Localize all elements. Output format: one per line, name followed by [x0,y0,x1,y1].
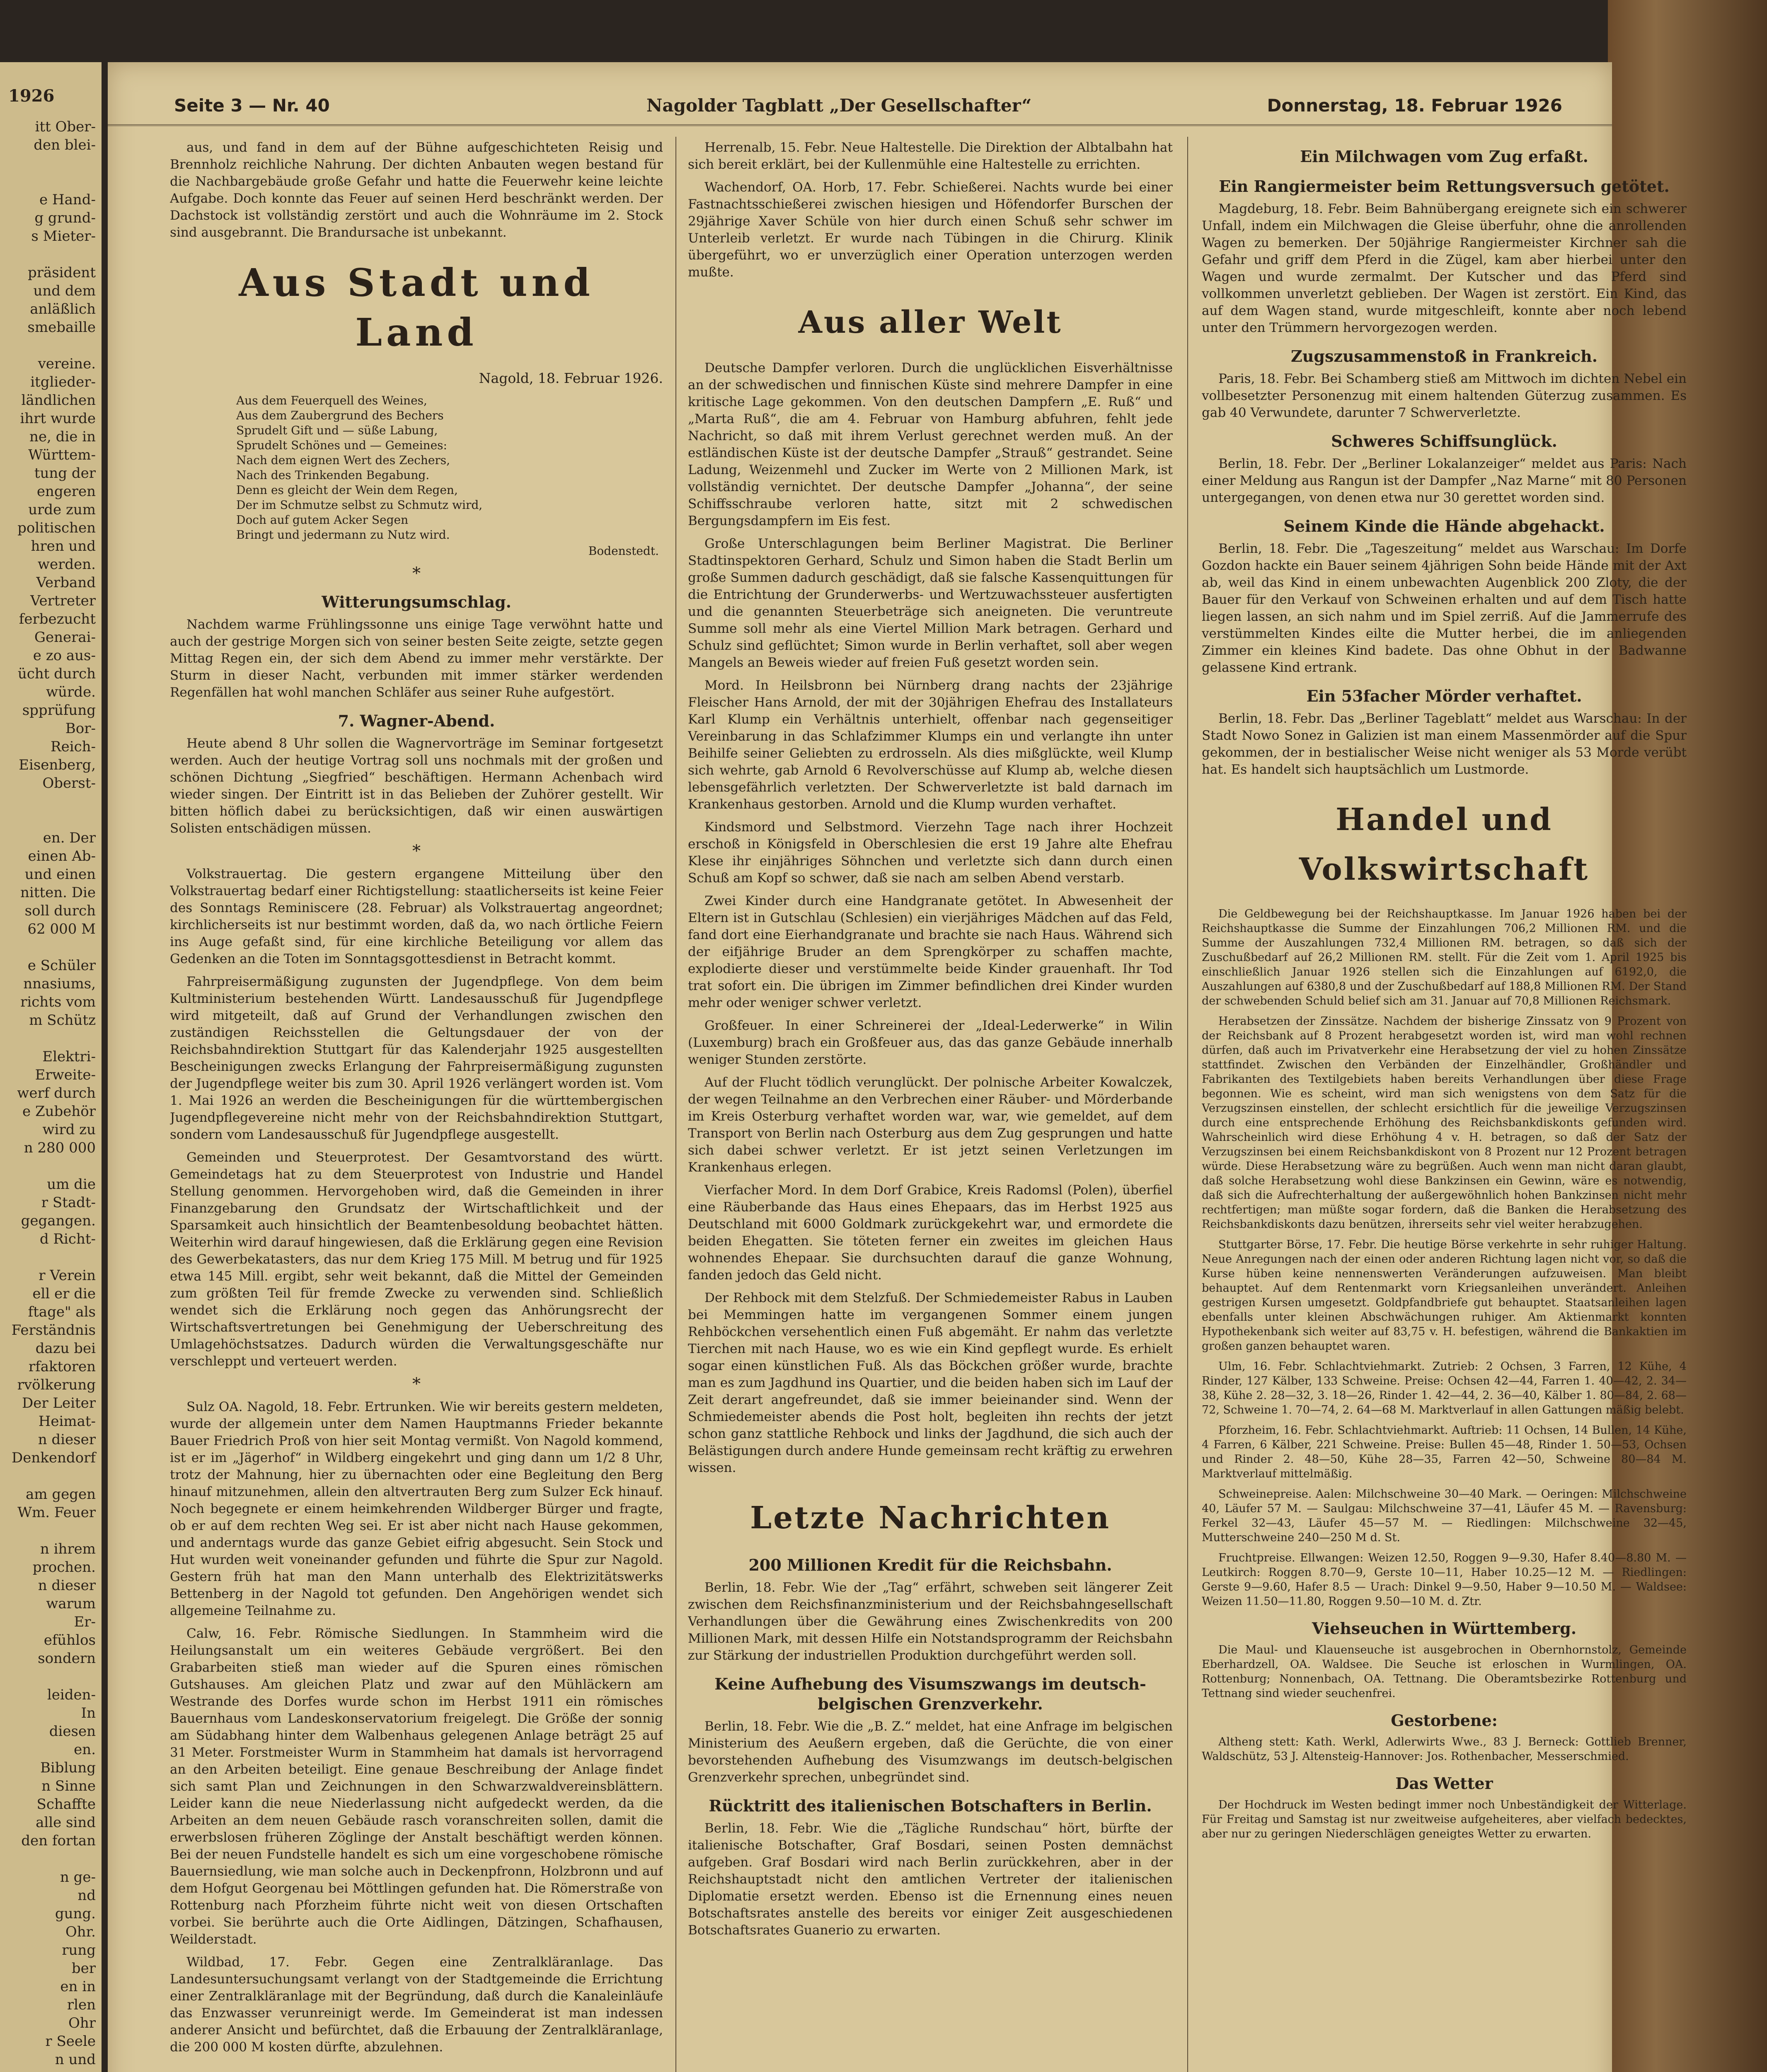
article-heading: Schweres Schiffsunglück. [1331,432,1557,450]
article-heading: Rücktritt des italienischen Botschafters in Berlin. [709,1796,1152,1815]
article-text: Berlin, 18. Febr. Wie die „B. Z.“ meldet, hat eine Anfrage im belgischen Ministerium des Aeußern ergeben, daß die Gerüchte, die von einer bevorstehenden Aufhebung des Visumzwangs im deutsch-belgischen Grenzverkehr sprechen, unbegründet sind. [688,1719,1173,1785]
article-text: Berlin, 18. Febr. Wie die „Tägliche Rundschau“ hört, bürfte der italienische Botschafter, Graf Bosdari, seinen Posten demnächst aufgeben. Graf Bosdari wird nach Berlin zurückkehren, aber in der Reichshauptstadt nicht den amtlichen Vertreter der italienischen Diplomatie ersetzt werden. Ebenso ist die Ernennung eines neuen Botschaftsrates anstelle des bereits vor einiger Zeit ausgeschiedenen Botschaftsrates Guanerio zu erwarten. [688,1821,1173,1938]
article-text: Wachendorf, OA. Horb, 17. Febr. Schießerei. Nachts wurde bei einer Fastnachtsschießerei zwischen hiesigen und Höfendorfer Burschen der 29jährige Xaver Schüle von hier durch einen Schuß sehr schwer im Unterleib verletzt. Er wurde nach Tübingen in die Chirurg. Klinik übergeführt, wo er unverzüglich einer Operation unterzogen werden mußte. [688,180,1173,280]
article-text: Gemeinden und Steuerprotest. Der Gesamtvorstand des württ. Gemeindetags hat zu dem Steuerprotest von Industrie und Handel Stellung genommen. Hervorgehoben wird, daß die Gemeinden in ihrer Finanzgebarung den Grundsatz der Wirtschaftlichkeit und der Sparsamkeit auch hinsichtlich der Beamtenbesoldung beobachtet hätten. Weiterhin wird darauf hingewiesen, daß die Erklärung gegen eine Revision des Gewerbekatasters, das nur dem Krieg 175 Mill. M betrug und für 1925 etwa 145 Mill. ergibt, sehr weit bekannt, daß die Mittel der Gemeinden zum größten Teil für fremde Zwecke zu verwenden sind. Schließlich wendet sich die Erklärung noch gegen das Anhörungsrecht der Wirtschaftsvertretungen bei Genehmigung der Ueberschreitung des Umlagehöchstsatzes. Dadurch würden die Verwaltungsgeschäfte nur verschleppt und verteuert werden. [170,1150,663,1369]
previous-page-text: itt Ober- den blei- e Hand- g grund- s Mieter- präsident und dem anläßlich smebaille vereine. itglieder- ländlichen ihrt wurde ne, die in Württem- tung der engeren urde zum politischen hren und werden. Verband Vertreter ferbezucht Generai- e zo aus- ücht durch würde. spprüfung Bor- Reich- Eisenberg, Oberst- en. Der einen Ab- und einen nitten. Die soll durch 62 000 M e Schüler nnasiums, richts vom m Schütz Elektri- Erweite- werf durch e Zubehör wird zu n 280 000 um die r Stadt- gegangen. d Richt- r Verein ell er die ftage" als Ferständnis dazu bei rfaktoren rvölkerung Der Leiter Heimat- n dieser Denkendorf am gegen Wm. Feuer n ihrem prochen. n dieser warum Er- efühlos sondern leiden- In diesen en. Biblung n Sinne Schaffte alle sind den fortan n ge- nd gung. Ohr. rung ber en in rlen Ohr r Seele n und [11,119,96,2068]
issue-date: Donnerstag, 18. Februar 1926 [1267,95,1562,116]
poem: Aus dem Feuerquell des Weines, Aus dem Zaubergrund des Bechers Sprudelt Gift und — süße Labung, Sprudelt Schönes und — Gemeines: Nach dem eignen Wert des Zechers, Nach des Trinkenden Begabung. Denn es gleicht der Wein dem Regen, Der im Schmutze selbst zu Schmutz wird, Doch auf gutem Acker Segen Bringt und jedermann zu Nutz wird. [236,394,483,542]
poem-author: Bodenstedt. [588,544,659,558]
article-heading: 200 Millionen Kredit für die Reichsbahn. [748,1556,1112,1574]
section-heading-handel: Handel und Volkswirtschaft [1299,802,1590,887]
article-text: Wildbad, 17. Febr. Gegen eine Zentralkläranlage. Das Landesuntersuchungsamt verlangt von der Stadtgemeinde die Errichtung einer Zentralkläranlage mit der Begründung, daß durch die Kanaleinläufe das Enzwasser verunreinigt werde. Im Gemeinderat ist man indessen anderer Ansicht und befürchtet, daß die Erbauung der Zentralkläranlage, die 200 000 M kosten dürfte, abzulehnen. [170,1955,663,2055]
article-text: Stuttgarter Börse, 17. Febr. Die heutige Börse verkehrte in sehr ruhiger Haltung. Neue Anregungen nach der einen oder anderen Richtung lagen nicht vor, so daß die Kurse hüben keine nennenswerten Veränderungen aufzuweisen. Man bleibt behauptet. Auf dem Rentenmarkt vorn Kriegsanleihen unverändert. Anleihen gestrigen Kursen umgesetzt. Goldpfandbriefe gut behauptet. Staatsanleihen lagen ebenfalls unter kleinen Abschwächungen ruhiger. Am Aktienmarkt konnten Hypothekenbank sich weiter auf 83,75 v. H. befestigen, während die Bankaktien im großen ganzen behauptet waren. [1202,1238,1687,1353]
article-text: Schweinepreise. Aalen: Milchschweine 30—40 Mark. — Oeringen: Milchschweine 40, Läufer 57 M. — Saulgau: Milchschweine 37—41, Läufer 45 M. — Ravensburg: Ferkel 32—43, Läufer 45—57 M. — Riedlingen: Milchschweine 32—45, Mutterschweine 240—250 M d. St. [1202,1488,1687,1544]
article-heading: Gestorbene: [1391,1711,1498,1730]
newspaper-page [108,62,1687,2072]
article-text: Der Rehbock mit dem Stelzfuß. Der Schmiedemeister Rabus in Lauben bei Memmingen hatte im vergangenen Sommer einem jungen Rehböckchen versehentlich einen Fuß abgemäht. Er nahm das verletzte Tierchen mit nach Hause, wo es wie ein Kind gepflegt wurde. Es erhielt sogar einen künstlichen Fuß. Als das Böckchen größer wurde, brachte man es zum Jagdhund ins Quartier, und die beiden haben sich im Lauf der Zeit derart angefreundet, daß sie immer beieinander sind. Wenn der Schmiedemeister abends die Post holt, begleiten ihn rechts der jetzt schon ganz stattliche Rehbock und links der Jagdhund, die sich auch der Belästigungen durch andere Hunde gemeinsam recht kräftig zu erwehren wissen. [688,1290,1173,1475]
article-text: Große Unterschlagungen beim Berliner Magistrat. Die Berliner Stadtinspektoren Gerhard, Schulz und Simon haben die Stadt Berlin um große Summen dadurch geschädigt, daß sie falsche Kassenquittungen für die Entrichtung der Grunderwerbs- und Wertzuwachssteuer ausfertigten und die genannten Steuerbeträge sich aneigneten. Die veruntreute Summe soll mehr als eine Viertel Million Mark betragen. Gerhard und Schulz sind geflüchtet; Simon wurde in Berlin verhaftet, soll aber wegen Mangels an Beweis wieder auf freien Fuß gesetzt worden sein. [688,536,1173,670]
article-text: Berlin, 18. Febr. Das „Berliner Tageblatt“ meldet aus Warschau: In der Stadt Nowo Sonez in Galizien ist man einem Massenmörder auf die Spur gekommen, der in bestialischer Weise nicht weniger als 53 Morde verübt hat. Es handelt sich hauptsächlich um Lustmorde. [1202,711,1687,777]
article-text: Herabsetzen der Zinssätze. Nachdem der bisherige Zinssatz von 9 Prozent von der Reichsbank auf 8 Prozent herabgesetzt worden ist, wird man wohl rechnen dürfen, daß auch im Privatverkehr eine Herabsetzung der viel zu hohen Zinssätze stattfindet. Zwischen den Verbänden der Einzelhändler, Großhändler und Fabrikanten des Textilgebiets haben bereits Verhandlungen über diese Frage begonnen. Wie es scheint, wird man sich wenigstens von dem Satz für die Verzugszinsen einstellen, der schlecht ersichtlich für die jeweilige Verzugszinsen durch eine entsprechende Erhöhung des Reichsbankdiskonts gefunden wird. Wahrscheinlich wird diese Erhöhung 4 v. H. betragen, so daß der Satz der Verzugszinsen bei einem Reichsbankdiskont von 8 Prozent nur 12 Prozent betragen würde. Diese Herabsetzung wäre zu begrüßen. Auch wenn man nicht daran glaubt, daß solche Herabsetzung wohl diese Bankzinsen ein Gewinn, wäre es notwendig, daß sich die Aufrechterhaltung der außergewöhnlich hohen Bankzinsen nicht mehr rechtfertigen; man müßte sogar fordern, daß die Banken die Herabsetzung des Reichsbankdiskonts dazu benützen, ihrerseits sehr viel weiter herabzugehen. [1202,1015,1687,1231]
separator-star: * [412,842,421,861]
article-heading: Keine Aufhebung des Visumszwangs im deutsch-belgischen Grenzverkehr. [714,1675,1146,1713]
column-right [1202,137,1687,2072]
section-heading-stadt-und-land: Aus Stadt und Land [239,260,594,355]
section-heading-letzte-nachrichten: Letzte Nachrichten [750,1500,1111,1536]
article-text: Zwei Kinder durch eine Handgranate getötet. In Abwesenheit der Eltern ist in Gutschlau (Schlesien) ein vierjähriges Mädchen auf das Feld, fand dort eine Eierhandgranate und brachte sie nach Haus. Während sich der eifjährige Bruder an dem Sprengkörper zu schaffen machte, explodierte dieser und verstümmelte beide Kinder grauenhaft. Ihr Tod trat sofort ein. Die übrigen im Zimmer befindlichen drei Kinder wurden mehr oder weniger schwer verletzt. [688,893,1173,1010]
article-text: Calw, 16. Febr. Römische Siedlungen. In Stammheim wird die Heilungsanstalt um ein weiteres Gebäude vergrößert. Bei den Grabarbeiten stieß man wieder auf die Spuren eines römischen Gutshauses. Am gleichen Platz und zwar auf den Mühläckern am Westrande des Dorfes wurde schon im Herbst 1911 ein römisches Bauernhaus vom Landeskonservatorium freigelegt. Die Größe der sonnig am Südabhang hinter dem Walbenhaus gelegenen Anlage beträgt 25 auf 31 Meter. Forstmeister Wurm in Stammheim hat damals ist hervorragend an den Arbeiten beteiligt. Eine genaue Beschreibung der Anlage findet sich samt Plan und Zeichnungen in den Schwarzwaldvereinsblättern. Leider kann die neue Niederlassung nicht aufgedeckt werden, da die Arbeiten an dem neuen Gebäude rasch voranschreiten sollen, damit die erwerbslosen früheren Zöglinge der Anstalt beschäftigt werden können. Bei der neuen Fundstelle handelt es sich um eine vorgeschobene römische Bauernsiedlung, wie man solche auch in Deckenpfronn, Holzbronn und auf dem Hofgut Georgenau bei Möttlingen gefunden hat. Die Römerstraße von Rottenburg nach Pforzheim führte nicht weit von diesen Ortschaften vorbei. Sie berührte auch die Orte Aidlingen, Dätzingen, Schafhausen, Weilderstadt. [170,1626,663,1947]
article-heading: Ein Milchwagen vom Zug erfaßt. [1300,147,1588,166]
dateline: Nagold, 18. Februar 1926. [479,370,663,386]
column-rule [675,137,676,2072]
article-heading: Witterungsumschlag. [322,593,511,611]
article-text: Berlin, 18. Febr. Der „Berliner Lokalanzeiger“ meldet aus Paris: Nach einer Meldung aus Rangun ist der Dampfer „Naz Marne“ mit 80 Personen untergegangen, von denen etwa nur 30 gerettet worden sind. [1202,456,1687,505]
article-heading: Zugszusammenstoß in Frankreich. [1291,347,1598,366]
article-heading: Ein Rangiermeister beim Rettungsversuch getötet. [1219,177,1670,196]
article-text: Die Geldbewegung bei der Reichshauptkasse. Im Januar 1926 haben bei der Reichshauptkasse die Summe der Einzahlungen 706,2 Millionen RM. und die Summe der Auszahlungen 732,4 Millionen RM. betragen, so daß sich der Zuschußbedarf auf 26,2 Millionen RM. stellt. Für die Zeit vom 1. April 1925 bis einschließlich Januar 1926 stellen sich die Einzahlungen auf 6192,0, die Auszahlungen auf 6380,8 und der Zuschußbedarf auf 188,8 Millionen RM. Der Stand der schwebenden Schuld belief sich am 31. Januar auf 70,8 Millionen Reichsmark. [1202,908,1687,1007]
article-heading: Seinem Kinde die Hände abgehackt. [1283,517,1605,535]
article-text: Pforzheim, 16. Febr. Schlachtviehmarkt. Auftrieb: 11 Ochsen, 14 Bullen, 14 Kühe, 4 Farren, 6 Kälber, 221 Schweine. Preise: Bullen 45—48, Rinder 1. 50—53, Ochsen und Rinder 2. 48—50, Kühe 28—35, Farren 42—50, Schweine 80—84 M. Marktverlauf mittelmäßig. [1202,1424,1687,1480]
fire-report-end: aus, und fand in dem auf der Bühne aufgeschichteten Reisig und Brennholz reichliche Nahrung. Der dichten Anbauten wegen bestand für die Nachbargebäude große Gefahr und hatte die Feuerwehr keine leichte Aufgabe. Doch konnte das Feuer auf seinen Herd beschränkt werden. Der Dachstock ist vollständig zerstört und auch die Wohnräume im 2. Stock sind ausgebrannt. Die Brandursache ist unbekannt. [170,140,663,240]
previous-page-header: 1926 [8,86,55,106]
article-text: Fruchtpreise. Ellwangen: Weizen 12.50, Roggen 9—9.30, Hafer 8.40—8.80 M. — Leutkirch: Roggen 8.70—9, Gerste 10—11, Haber 10.25—12 M. — Riedlingen: Gerste 9—9.60, Hafer 8.5 — Urach: Dinkel 9—9.50, Haber 9—10.50 M. — Waldsee: Weizen 11.50—11.80, Roggen 9.50—10 M. d. Ztr. [1202,1552,1687,1608]
article-text: Magdeburg, 18. Febr. Beim Bahnübergang ereignete sich ein schwerer Unfall, indem ein Milchwagen die Gleise überfuhr, ohne die anrollenden Wagen zu bemerken. Der 50jährige Rangiermeister Kirchner sah die Gefahr und griff dem Pferd in die Zügel, kam aber hierbei unter den Wagen und wurde zermalmt. Der Kutscher und das Pferd sind vollkommen unverletzt geblieben. Der Wagen ist zerstört. Ein Kind, das auf dem Wagen stand, wurde mitgeschleift, konnte aber noch lebend unter den Trümmern hervorgezogen werden. [1202,201,1687,335]
article-text: Heute abend 8 Uhr sollen die Wagnervorträge im Seminar fortgesetzt werden. Auch der heutige Vortrag soll uns nochmals mit der großen und schönen Dichtung „Siegfried“ beschäftigen. Hermann Achenbach wird wieder singen. Der Eintritt ist in das Belieben der Zuhörer gestellt. Wir bitten höflich dabei zu berücksichtigen, daß wir einen auswärtigen Solisten entschädigen müssen. [170,736,663,836]
article-heading: Ein 53facher Mörder verhaftet. [1306,687,1582,705]
article-text: Mord. In Heilsbronn bei Nürnberg drang nachts der 23jährige Fleischer Hans Arnold, der mit der 30jährigen Ehefrau des Installateurs Karl Klump ein Verhältnis unterhielt, offenbar nach gegenseitiger Vereinbarung in das Schlafzimmer Klumps ein und verlangte ihn unter Beihilfe seiner Geliebten zu erdrosseln. Als dies mißglückte, weil Klump sich wehrte, gab Arnold 6 Revolverschüsse auf Klump ab, welche diesen lebensgefährlich verletzten. Der Schwerverletzte ist bald darnach im Krankenhaus gestorben. Arnold und die Klump wurden verhaftet. [688,678,1173,812]
article-text: Herrenalb, 15. Febr. Neue Haltestelle. Die Direktion der Albtalbahn hat sich bereit erklärt, bei der Kullenmühle eine Haltestelle zu errichten. [688,140,1173,172]
article-text: Sulz OA. Nagold, 18. Febr. Ertrunken. Wie wir bereits gestern meldeten, wurde der allgemein unter dem Namen Hauptmanns Frieder bekannte Bauer Friedrich Proß von hier seit Montag vermißt. Von Nagold kommend, ist er im „Jägerhof“ in Wildberg eingekehrt und ging dann um 1/2 8 Uhr, trotz der Mahnung, hier zu übernachten oder eine Begleitung den Berg hinauf mitzunehmen, allein den altvertrauten Berg zum Sulzer Eck hinauf. Noch begegnete er einem heimkehrenden Wildberger Bürger und fragte, ob er auf dem rechten Weg sei. Er ist aber nicht nach Hause gekommen, und anderntags wurde das ganze Gebiet eifrig abgesucht. Sein Stock und Hut wurden weit voneinander gefunden und führte die Spur zur Nagold. Gestern früh hat man den Mann unterhalb des Elektrizitätswerks Bettenberg in der Nagold tot gefunden. Den Angehörigen wendet sich allgemeine Teilnahme zu. [170,1399,663,1618]
article-text: Paris, 18. Febr. Bei Schamberg stieß am Mittwoch im dichten Nebel ein vollbesetzter Personenzug mit einem haltenden Güterzug zusammen. Es gab 40 Verwundete, darunter 7 Schwerverletzte. [1202,371,1687,420]
article-text: Auf der Flucht tödlich verunglückt. Der polnische Arbeiter Kowalczek, der wegen Teilnahme an den Verbrechen einer Räuber- und Mörderbande im Kreis Osterburg verhaftet worden war, war, wie gemeldet, auf dem Transport von Berlin nach Osterburg aus dem Zug gesprungen und hatte sich dabei schwer verletzt. Er ist jetzt seinen Verletzungen im Krankenhaus erlegen. [688,1075,1173,1175]
section-heading-aus-aller-welt: Aus aller Welt [798,305,1063,340]
article-text: Großfeuer. In einer Schreinerei der „Ideal-Lederwerke“ in Wilin (Luxemburg) brach ein Großfeuer aus, das das ganze Gebäude innerhalb weniger Stunden zerstörte. [688,1018,1173,1067]
page-header [108,87,1612,126]
article-heading: 7. Wagner-Abend. [338,712,495,730]
article-text: Volkstrauertag. Die gestern ergangene Mitteilung über den Volkstrauertag bedarf einer Richtigstellung: staatlicherseits ist keine Feier des Sonntags Reminiscere (28. Februar) als Volkstrauertag angeordnet; kirchlicherseits ist nur bestimmt worden, daß da, wo nach örtliche Feiern ins Auge gefaßt sind, für eine kirchliche Beteiligung vor allem das Gedenken an die Toten im Sonntagsgottesdienst in Betracht kommt. [170,867,663,966]
article-text: Der Hochdruck im Westen bedingt immer noch Unbeständigkeit der Witterlage. Für Freitag und Samstag ist nur zweitweise aufgeheiteres, aber vielfach bedecktes, aber nur zu geringen Niederschlägen geneigtes Wetter zu erwarten. [1202,1798,1687,1840]
article-text: Fahrpreisermäßigung zugunsten der Jugendpflege. Von dem beim Kultministerium bestehenden Württ. Landesausschuß für Jugendpflege wird mitgeteilt, daß auf Grund der Verhandlungen zwischen den zuständigen Reichsstellen die Geltungsdauer der von der Reichsbahndirektion Stuttgart für das Kalenderjahr 1925 ausgestellten Bescheinigungen zwecks Erlangung der Fahrpreisermäßigung zugunsten der Jugendpflege weiter bis zum 30. April 1926 verlängert worden ist. Vom 1. Mai 1926 an werden die Bescheinigungen für die württembergischen Jugendpflegevereine nicht mehr von der Reichsbahndirektion Stuttgart, sondern vom Landesausschuß für Jugendpflege ausgestellt. [170,974,663,1142]
column-middle [688,137,1173,2072]
previous-page-edge [0,62,102,2072]
article-text: Kindsmord und Selbstmord. Vierzehn Tage nach ihrer Hochzeit erschoß in Königsfeld in Oberschlesien die erst 19 Jahre alte Ehefrau Klese ihr einjähriges Söhnchen und verletzte sich dann durch einen Schuß am Kopf so schwer, daß sie nach am selben Abend verstarb. [688,820,1173,886]
article-text: Deutsche Dampfer verloren. Durch die unglücklichen Eisverhältnisse an der schwedischen und finnischen Küste sind mehrere Dampfer in eine kritische Lage gekommen. Von den deutschen Dampfern „E. Ruß“ und „Marta Ruß“, die am 4. Februar von Hamburg abfuhren, fehlt jede Nachricht, so daß mit ihrem Verlust gerechnet werden muß. An der estländischen Küste ist der deutsche Dampfer „Strauß“ gestrandet. Seine Ladung, Weizenmehl und Zucker im Werte von 2 Millionen Mark, ist vollständig vernichtet. Der deutsche Dampfer „Johanna“, der seine Schiffsschraube verloren hatte, sitzt mit 2 schwedischen Bergungsdampfern im Eis fest. [688,361,1173,528]
article-heading: Das Wetter [1395,1774,1493,1793]
article-text: Altheng stett: Kath. Werkl, Adlerwirts Wwe., 83 J. Berneck: Gottlieb Brenner, Waldschütz, 53 J. Altensteig-Hannover: Jos. Rothenbacher, Messerschmied. [1202,1736,1687,1763]
article-text: Die Maul- und Klauenseuche ist ausgebrochen in Obernhornstolz, Gemeinde Eberhardzell, OA. Waldsee. Die Seuche ist erloschen in Wurmlingen, OA. Rottenburg; Nonnenbach, OA. Tettnang. Die Oberamtsbezirke Rottenburg und Tettnang sind wieder seuchenfrei. [1202,1644,1687,1700]
article-heading: Viehseuchen in Württemberg. [1312,1619,1577,1638]
separator-star: * [412,564,421,583]
article-text: Vierfacher Mord. In dem Dorf Grabice, Kreis Radomsl (Polen), überfiel eine Räuberbande das Haus eines Ehepaars, das im Herbst 1925 aus Deutschland mit 6000 Goldmark zurückgekehrt war, und ermordete die beiden Ehegatten. Sie töteten ferner ein zweites im gleichen Haus wohnendes Ehepaar. Sie durchsuchten darauf die ganze Wohnung, fanden jedoch das Geld nicht. [688,1183,1173,1283]
column-left [170,137,663,2072]
article-text: Ulm, 16. Febr. Schlachtviehmarkt. Zutrieb: 2 Ochsen, 3 Farren, 12 Kühe, 4 Rinder, 127 Kälber, 133 Schweine. Preise: Ochsen 42—44, Farren 1. 40—42, 2. 34—38, Kühe 2. 28—32, 3. 18—26, Rinder 1. 42—44, 2. 36—40, Kälber 1. 80—84, 2. 68—72, Schweine 1. 70—74, 2. 64—68 M. Marktverlauf in allen Gattungen mäßig belebt. [1202,1360,1687,1416]
newspaper-title: Nagolder Tagblatt „Der Gesellschafter“ [646,95,1032,116]
article-text: Nachdem warme Frühlingssonne uns einige Tage verwöhnt hatte und auch der gestrige Morgen sich von seiner besten Seite zeigte, setzte gegen Mittag Regen ein, der sich dem Abend zu immer mehr verstärkte. Der Sturm in dieser Nacht, verbunden mit immer stärker werdenden Regenfällen hat wohl manchen Schläfer aus seiner Ruhe aufgestört. [170,617,663,700]
article-text: Berlin, 18. Febr. Die „Tageszeitung“ meldet aus Warschau: Im Dorfe Gozdon hackte ein Bauer seinem 4jährigen Sohn beide Hände mit der Axt ab, weil das Kind in einem unbewachten Augenblick 200 Zloty, die der Bauer für den Verkauf von Schweinen erhalten und auf dem Tisch hatte liegen lassen, an sich nahm und im Spiel zerriß. Auf die Jammerrufe des verstümmelten Kindes eilte die Mutter herbei, die im anliegenden Zimmer ein kleines Kind badete. Das ohne Obhut in der Badwanne gelassene Kind ertrank. [1202,541,1687,675]
article-text: Berlin, 18. Febr. Wie der „Tag“ erfährt, schweben seit längerer Zeit zwischen dem Reichsfinanzministerium und der Reichsbahngesellschaft Verhandlungen über die Gewährung eines Zwischenkredits von 200 Millionen Mark, mit dessen Hilfe ein Notstandsprogramm der Reichsbahn zur Stärkung der industriellen Produktion durchgeführt werden soll. [688,1580,1173,1663]
column-rule [1187,137,1188,2072]
page-number: Seite 3 — Nr. 40 [174,95,330,116]
separator-star: * [412,1375,421,1394]
